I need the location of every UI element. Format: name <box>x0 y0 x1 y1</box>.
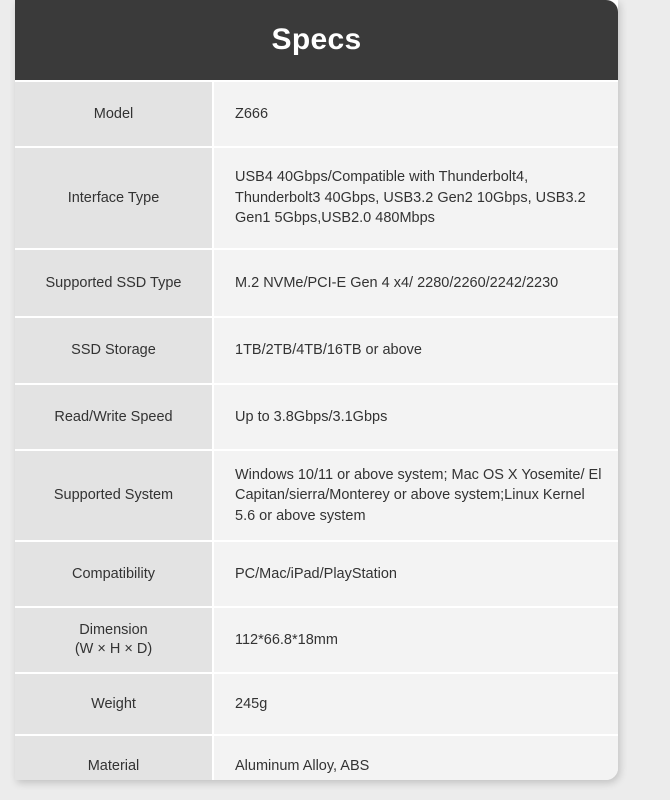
spec-row-model <box>15 82 618 148</box>
spec-value <box>214 82 618 146</box>
spec-row-interface-type <box>15 148 618 250</box>
spec-value <box>214 385 618 449</box>
spec-label: SSD Storage <box>15 318 212 383</box>
spec-label: Supported System <box>15 451 212 540</box>
spec-value <box>214 674 618 734</box>
spec-label: Interface Type <box>15 148 212 248</box>
spec-value <box>214 250 618 316</box>
specs-header <box>15 0 618 80</box>
spec-value-text: M.2 NVMe/PCI-E Gen 4 x4/ 2280/2260/2242/2230 <box>235 274 559 291</box>
spec-value-text: PC/Mac/iPad/PlayStation <box>235 565 397 582</box>
spec-value <box>214 542 618 606</box>
spec-row-ssd-storage <box>15 318 618 385</box>
spec-label: Weight <box>15 674 212 734</box>
spec-value <box>214 451 618 540</box>
spec-row-dimension <box>15 608 618 674</box>
spec-row-compatibility <box>15 542 618 608</box>
spec-row-ssd-type <box>15 250 618 318</box>
page-title: Specs <box>271 23 362 56</box>
spec-value <box>214 608 618 672</box>
spec-label: Model <box>15 82 212 146</box>
spec-value <box>214 148 618 248</box>
spec-value-text: 1TB/2TB/4TB/16TB or above <box>235 342 422 359</box>
spec-label: Supported SSD Type <box>15 250 212 316</box>
spec-label: Compatibility <box>15 542 212 606</box>
spec-label: Dimension (W × H × D) <box>15 608 212 672</box>
spec-value-text: Aluminum Alloy, ABS <box>235 758 370 775</box>
spec-row-weight <box>15 674 618 736</box>
spec-row-supported-system <box>15 451 618 542</box>
spec-value-text: 245g <box>235 695 268 712</box>
spec-value-text: 112*66.8*18mm <box>235 631 338 648</box>
spec-value <box>214 736 618 780</box>
spec-label: Read/Write Speed <box>15 385 212 449</box>
spec-row-read-write-speed <box>15 385 618 451</box>
spec-row-material <box>15 736 618 780</box>
spec-label: Material <box>15 736 212 780</box>
spec-value-text: USB4 40Gbps/Compatible with Thunderbolt4, Thunderbolt3 40Gbps, USB3.2 Gen2 10Gbps, USB3.2 Gen1 5Gbps,USB2.0 480Mbps <box>235 169 586 227</box>
spec-value-text: Z666 <box>235 105 269 122</box>
spec-value <box>214 318 618 383</box>
spec-table <box>15 82 618 780</box>
spec-value-text: Up to 3.8Gbps/3.1Gbps <box>235 408 388 425</box>
specs-card <box>15 0 618 780</box>
spec-value-text: Windows 10/11 or above system; Mac OS X Yosemite/ El Capitan/sierra/Monterey or above system;Linux Kernel 5.6 or above system <box>235 466 602 524</box>
